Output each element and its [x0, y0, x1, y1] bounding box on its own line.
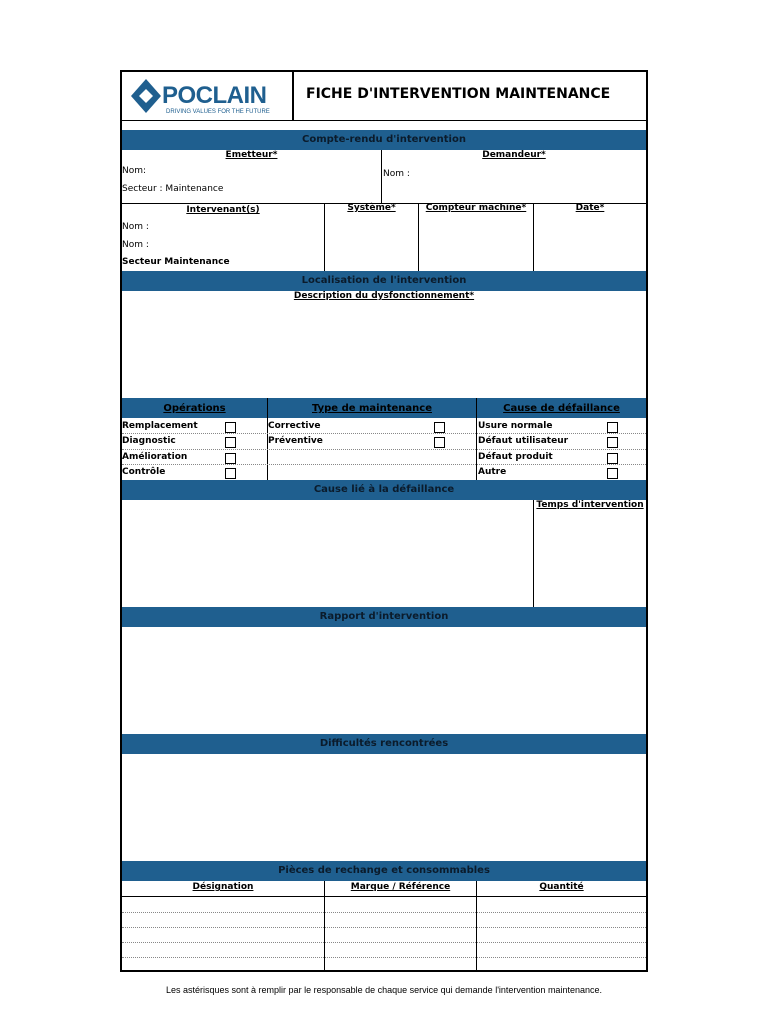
section-pieces: Pièces de rechange et consommables — [122, 861, 646, 881]
cause-area[interactable] — [122, 500, 533, 607]
designation-header: Désignation — [192, 882, 254, 892]
form-title: FICHE D'INTERVENTION MAINTENANCE — [306, 86, 611, 102]
date-header: Date* — [575, 203, 605, 213]
footer-note: Les astérisques sont à remplir par le responsable de chaque service qui demande l'intervention maintenance. — [166, 985, 602, 995]
description-area[interactable] — [122, 302, 646, 398]
emetteur-secteur: Secteur : Maintenance — [122, 184, 224, 194]
checkbox-preventive[interactable] — [434, 437, 445, 448]
cause-autre: Autre — [478, 467, 507, 477]
type-maintenance-header: Type de maintenance — [312, 403, 432, 414]
section-cause: Cause lié à la défaillance — [122, 480, 646, 500]
demandeur-nom[interactable]: Nom : — [383, 169, 410, 179]
demandeur-header: Demandeur* — [482, 150, 546, 160]
emetteur-header: Emetteur* — [225, 150, 278, 160]
section-localisation: Localisation de l'intervention — [122, 271, 646, 291]
compteur-header: Compteur machine* — [425, 203, 527, 213]
type-preventive: Préventive — [268, 436, 323, 446]
intervention-form — [120, 70, 648, 972]
checkbox-usure-normale[interactable] — [607, 422, 618, 433]
section-difficultes: Difficultés rencontrées — [122, 734, 646, 754]
section-rapport: Rapport d'intervention — [122, 607, 646, 627]
op-remplacement: Remplacement — [122, 421, 198, 431]
rapport-area[interactable] — [122, 627, 646, 734]
intervenant-nom-1[interactable]: Nom : — [122, 222, 149, 232]
marque-header: Marque / Référence — [350, 882, 451, 892]
description-header: Description du dysfonctionnement* — [293, 291, 475, 301]
checkbox-defaut-utilisateur[interactable] — [607, 437, 618, 448]
type-corrective: Corrective — [268, 421, 321, 431]
emetteur-nom[interactable]: Nom: — [122, 166, 147, 176]
poclain-logo-icon — [130, 78, 162, 114]
section-compte-rendu: Compte-rendu d'intervention — [122, 130, 646, 150]
cause-defaut-utilisateur: Défaut utilisateur — [478, 436, 569, 446]
op-controle: Contrôle — [122, 467, 166, 477]
systeme-header: Système* — [347, 203, 396, 213]
cause-defaillance-header: Cause de défaillance — [503, 403, 620, 414]
checkbox-remplacement[interactable] — [225, 422, 236, 433]
cause-defaut-produit: Défaut produit — [478, 452, 553, 462]
logo-box — [122, 72, 294, 120]
op-diagnostic: Diagnostic — [122, 436, 176, 446]
brand-tagline: DRIVING VALUES FOR THE FUTURE — [166, 109, 270, 115]
op-amelioration: Amélioration — [122, 452, 188, 462]
cause-usure-normale: Usure normale — [478, 421, 553, 431]
intervenant-secteur: Secteur Maintenance — [122, 257, 230, 267]
difficultes-area[interactable] — [122, 754, 646, 861]
checkbox-autre[interactable] — [607, 468, 618, 479]
checkbox-corrective[interactable] — [434, 422, 445, 433]
intervenant-nom-2[interactable]: Nom : — [122, 240, 149, 250]
checkbox-controle[interactable] — [225, 468, 236, 479]
intervenants-header: Intervenant(s) — [186, 205, 260, 215]
checkbox-defaut-produit[interactable] — [607, 453, 618, 464]
checkbox-amelioration[interactable] — [225, 453, 236, 464]
quantite-header: Quantité — [539, 882, 584, 892]
brand-name: POCLAIN — [162, 82, 267, 109]
temps-intervention-header: Temps d'intervention — [536, 500, 644, 510]
checkbox-diagnostic[interactable] — [225, 437, 236, 448]
operations-header: Opérations — [163, 403, 226, 414]
